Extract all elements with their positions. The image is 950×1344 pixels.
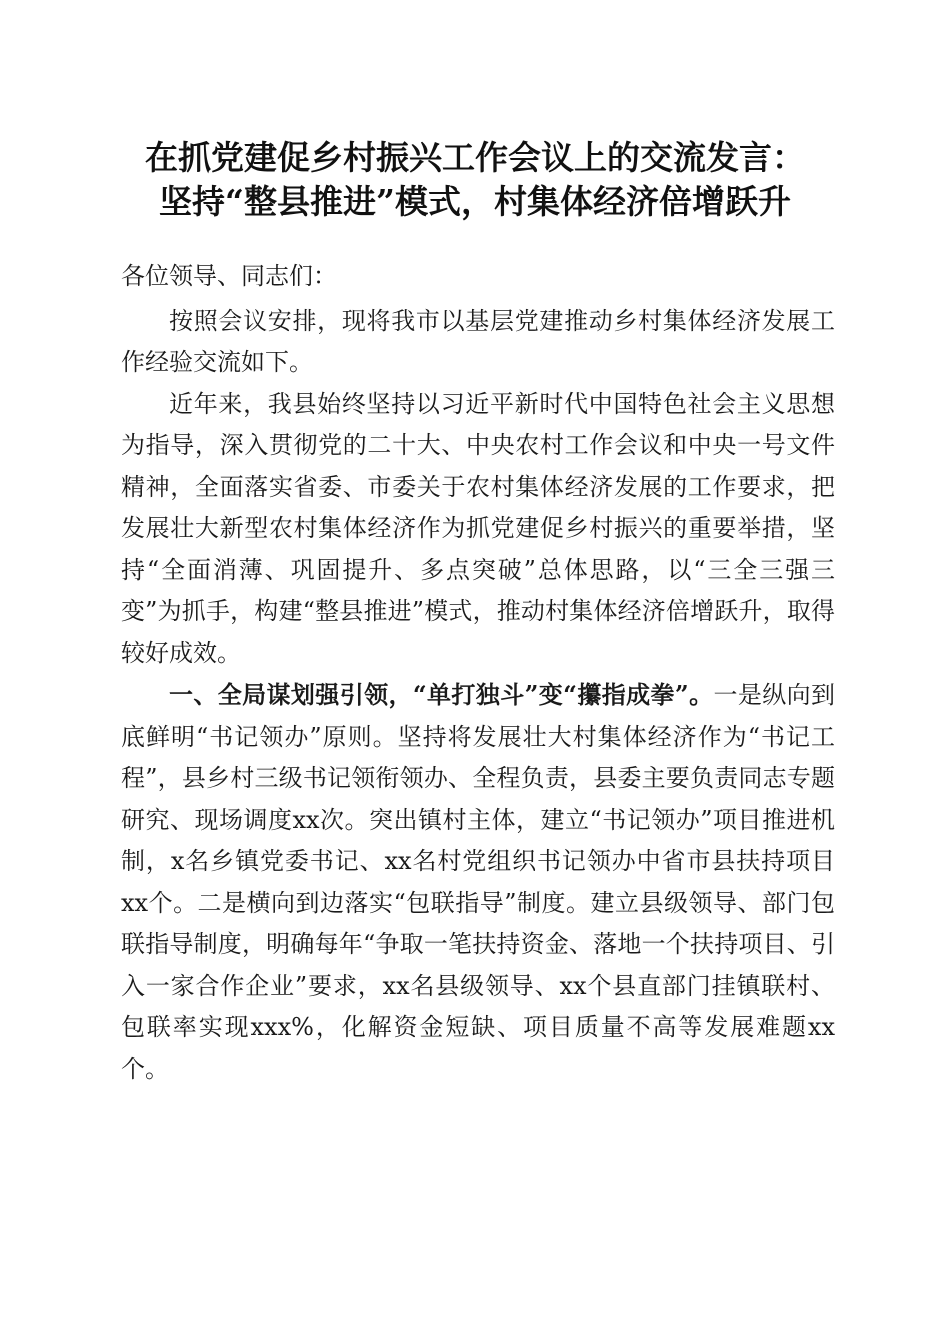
paragraph-background: 近年来，我县始终坚持以习近平新时代中国特色社会主义思想为指导，深入贯彻党的二十大、中央农村工作会议和中央一号文件精神，全面落实省委、市委关于农村集体经济发展的工作要求，把发展壮大新型农村集体经济作为抓党建促乡村振兴的重要举措，坚持“全面消薄、巩固提升、多点突破”总体思路，以“三全三强三变”为抓手，构建“整县推进”模式，推动村集体经济倍增跃升，取得较好成效。 — [121, 389, 835, 667]
paragraph-intro: 按照会议安排，现将我市以基层党建推动乡村集体经济发展工作经验交流如下。 — [121, 306, 835, 376]
document-title-line-1: 在抓党建促乡村振兴工作会议上的交流发言： — [145, 138, 805, 177]
section-1-text: 一是纵向到底鲜明“书记领办”原则。坚持将发展壮大村集体经济作为“书记工程”，县乡村三级书记领衔领办、全程负责，县委主要负责同志专题研究、现场调度xx次。突出镇村主体，建立“书记领办”项目推进机制，x名乡镇党委书记、xx名村党组织书记领办中省市县扶持项目xx个。二是横向到边落实“包联指导”制度。建立县级领导、部门包联指导制度，明确每年“争取一笔扶持资金、落地一个扶持项目、引入一家合作企业”要求，xx名县级领导、xx个县直部门挂镇联村、包联率实现xxx%，化解资金短缺、项目质量不高等发展难题xx个。 — [121, 681, 836, 1083]
document-title-line-2: 坚持“整县推进”模式，村集体经济倍增跃升 — [159, 182, 791, 221]
document-body — [121, 256, 835, 1090]
salutation: 各位领导、同志们： — [121, 262, 337, 290]
section-1-heading: 一、全局谋划强引领，“单打独斗”变“攥指成拳”。 — [169, 680, 714, 709]
paragraph-section-1 — [121, 674, 835, 1090]
